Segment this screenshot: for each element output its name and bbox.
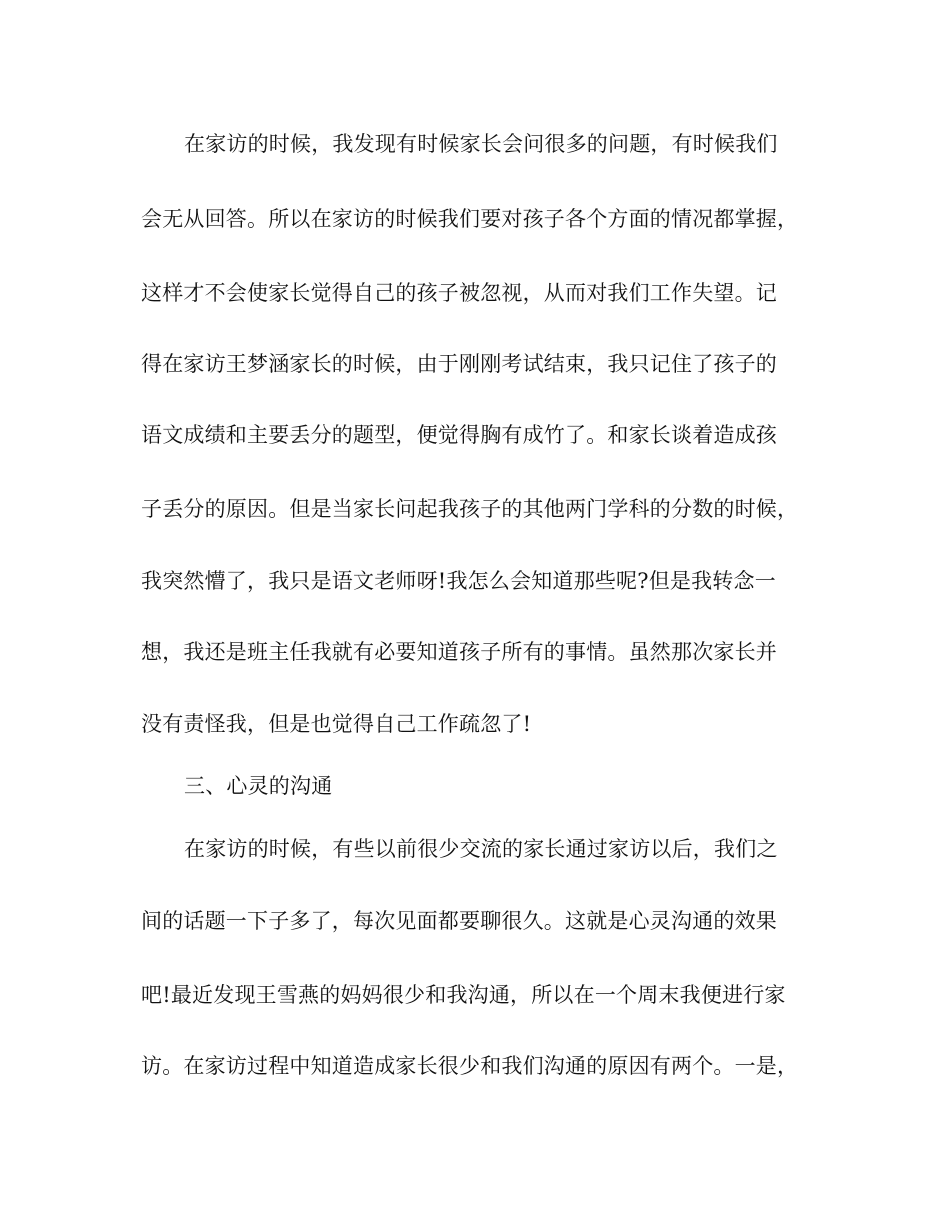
paragraph-line: 会无从回答。所以在家访的时候我们要对孩子各个方面的情况都掌握， xyxy=(141,207,799,231)
paragraph-line: 没有责怪我，但是也觉得自己工作疏忽了! xyxy=(141,712,532,736)
section-heading: 三、心灵的沟通 xyxy=(184,774,333,798)
paragraph-line: 想，我还是班主任我就有必要知道孩子所有的事情。虽然那次家长并 xyxy=(141,640,777,664)
paragraph-line: 访。在家访过程中知道造成家长很少和我们沟通的原因有两个。一是， xyxy=(141,1054,799,1078)
paragraph-line: 语文成绩和主要丢分的题型，便觉得胸有成竹了。和家长谈着造成孩 xyxy=(141,423,777,447)
paragraph-line: 吧!最近发现王雪燕的妈妈很少和我沟通，所以在一个周末我便进行家 xyxy=(141,983,786,1007)
paragraph-line: 在家访的时候，有些以前很少交流的家长通过家访以后，我们之 xyxy=(184,837,778,861)
paragraph-line: 子丢分的原因。但是当家长问起我孩子的其他两门学科的分数的时候， xyxy=(141,497,799,521)
paragraph-line: 这样才不会使家长觉得自己的孩子被忽视，从而对我们工作失望。记 xyxy=(141,281,777,305)
paragraph-line: 我突然懵了，我只是语文老师呀!我怎么会知道那些呢?但是我转念一 xyxy=(141,569,776,593)
paragraph-line: 在家访的时候，我发现有时候家长会问很多的问题，有时候我们 xyxy=(184,132,778,156)
paragraph-line: 得在家访王梦涵家长的时候，由于刚刚考试结束，我只记住了孩子的 xyxy=(141,352,777,376)
paragraph-line: 间的话题一下子多了，每次见面都要聊很久。这就是心灵沟通的效果 xyxy=(141,909,777,933)
